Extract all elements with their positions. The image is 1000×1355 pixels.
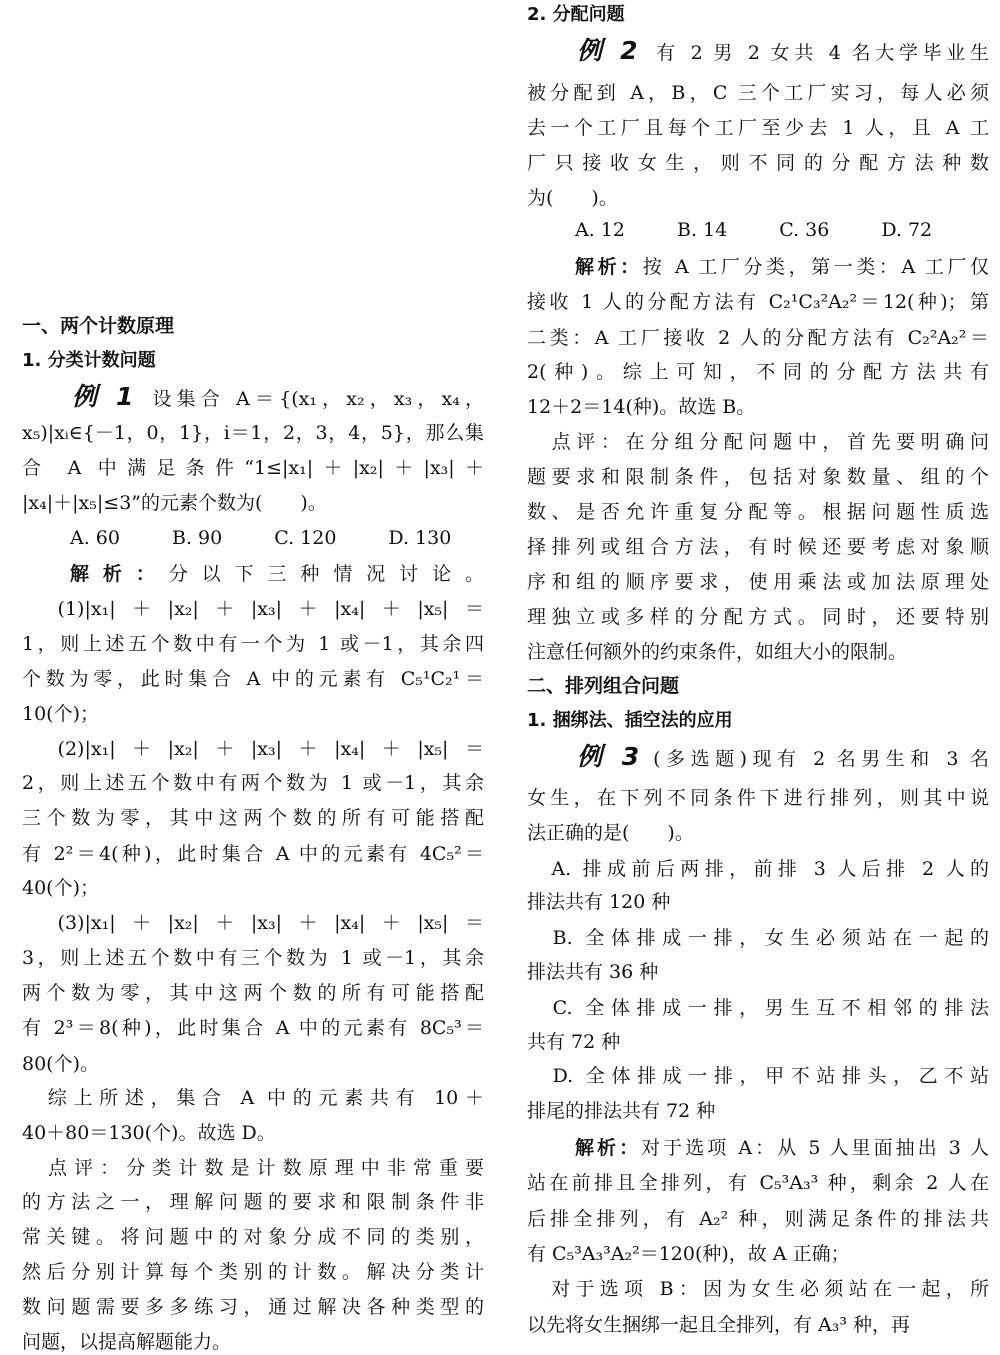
subsection-heading: 1. 分类计数问题 [22, 350, 156, 371]
answer-option: C. 120 [274, 527, 337, 549]
text-line: 站在前排且全排列，有 C₅³A₃³ 种，剩余 2 人在 [527, 1172, 989, 1194]
text-line: 法正确的是( )。 [527, 822, 694, 844]
text-line: |x₄|＋|x₅|≤3”的元素个数为( )。 [22, 492, 327, 514]
subsection-heading: 2. 分配问题 [527, 4, 625, 25]
answer-option: A. 12 [575, 219, 625, 241]
text-line: (1)|x₁|＋|x₂|＋|x₃|＋|x₄|＋|x₅|＝ [22, 598, 484, 620]
text-line: 后排全排列，有 A₂² 种，则满足条件的排法共 [527, 1208, 989, 1230]
text-line: C. 全体排成一排，男生互不相邻的排法 [527, 997, 989, 1019]
text-line: 80(个)。 [22, 1053, 100, 1075]
text-line: 有 2³＝8(种)，此时集合 A 中的元素有 8C₅³＝ [22, 1017, 484, 1039]
analysis-line [527, 255, 989, 279]
text-line: 理独立或多样的分配方式。同时，还要特别 [527, 606, 989, 628]
text-line: 二类：A 工厂接收 2 人的分配方法有 C₂²A₂²＝ [527, 327, 989, 349]
example-text: 设集合 A＝{(x₁，x₂，x₃，x₄， [147, 388, 484, 410]
text-line: 40(个)； [22, 877, 100, 899]
answer-option: B. 90 [171, 527, 223, 549]
text-line: 序和组的顺序要求，使用乘法或加法原理处 [527, 571, 989, 593]
text-line: D. 全体排成一排，甲不站排头，乙不站 [527, 1065, 989, 1087]
example-line [527, 740, 989, 776]
text-line: 有 C₅³A₃³A₂²＝120(种)，故 A 正确； [527, 1243, 850, 1265]
answer-option: D. 72 [881, 219, 933, 241]
text-line: 排尾的排法共有 72 种 [527, 1100, 716, 1122]
text-line: 点评：分类计数是计数原理中非常重要 [22, 1157, 484, 1179]
example-label: 例 1 [72, 382, 134, 411]
text-line: 2(种)。综上可知，不同的分配方法共有 [527, 361, 989, 383]
text-line: 12＋2＝14(种)。故选 B。 [527, 396, 756, 418]
analysis-label: 解析： [575, 1137, 642, 1159]
text-line: 综上所述，集合 A 中的元素共有 10＋ [22, 1087, 484, 1109]
text-line: 共有 72 种 [527, 1031, 621, 1053]
text-line: 合 A 中满足条件“1≤|x₁|＋|x₂|＋|x₃|＋ [22, 457, 484, 479]
text-line: x₅)|xᵢ∈{－1，0，1}，i＝1，2，3，4，5}，那么集 [22, 422, 484, 444]
analysis-line [527, 1136, 989, 1160]
text-line: 数、是否允许重复分配等。根据问题性质选 [527, 501, 989, 523]
text-line: 接收 1 人的分配方法有 C₂¹C₃²A₂²＝12(种)；第 [527, 291, 989, 313]
text-line: 被分配到 A，B，C 三个工厂实习，每人必须 [527, 82, 989, 104]
text-line: 3，则上述五个数中有三个数为 1 或－1，其余 [22, 947, 484, 969]
text-line: 的方法之一，理解问题的要求和限制条件非 [22, 1191, 484, 1213]
text-line: 常关键。将问题中的对象分成不同的类别， [22, 1226, 484, 1248]
text-line: 女生，在下列不同条件下进行排列，则其中说 [527, 787, 989, 809]
subsection-heading: 1. 捆绑法、插空法的应用 [527, 710, 733, 731]
example-text: (多选题)现有 2 名男生和 3 名 [653, 748, 989, 770]
text-line: 排法共有 120 种 [527, 891, 671, 913]
text-line: 以先将女生捆绑一起且全排列，有 A₃³ 种，再 [527, 1314, 911, 1336]
text-line: 1，则上述五个数中有一个为 1 或－1，其余四 [22, 633, 484, 655]
text-line: 题要求和限制条件，包括对象数量、组的个 [527, 466, 989, 488]
example-line [527, 34, 989, 70]
answer-option: A. 60 [70, 527, 120, 549]
answer-option: B. 14 [676, 219, 728, 241]
section-heading: 二、排列组合问题 [527, 675, 680, 697]
analysis-label: 解析： [575, 256, 643, 278]
text-line: B. 全体排成一排，女生必须站在一起的 [527, 927, 989, 949]
answer-options [22, 526, 484, 550]
text-line: 择排列或组合方法，有时候还要考虑对象顺 [527, 536, 989, 558]
text-line: 10(个)； [22, 703, 100, 725]
analysis-text: 分以下三种情况讨论。 [168, 563, 484, 585]
text-line: 点评：在分组分配问题中，首先要明确问 [527, 431, 989, 453]
text-line: 数问题需要多多练习，通过解决各种类型的 [22, 1296, 484, 1318]
text-line: 注意任何额外的约束条件，如组大小的限制。 [527, 641, 908, 663]
analysis-line [22, 562, 484, 586]
text-line: 有 2²＝4(种)，此时集合 A 中的元素有 4C₅²＝ [22, 843, 484, 865]
analysis-text: 按 A 工厂分类，第一类：A 工厂仅 [642, 256, 989, 278]
text-line: 去一个工厂且每个工厂至少去 1 人，且 A 工 [527, 117, 989, 139]
answer-options [527, 218, 989, 242]
text-line: 对于选项 B：因为女生必须站在一起，所 [527, 1278, 989, 1300]
example-label: 例 3 [577, 742, 640, 771]
text-line: 问题，以提高解题能力。 [22, 1331, 232, 1353]
example-line [22, 380, 484, 416]
text-line: 个数为零，此时集合 A 中的元素有 C₅¹C₂¹＝ [22, 668, 484, 690]
text-line: (2)|x₁|＋|x₂|＋|x₃|＋|x₄|＋|x₅|＝ [22, 738, 484, 760]
text-line: 两个数为零，其中这两个数的所有可能搭配 [22, 982, 484, 1004]
section-heading: 一、两个计数原理 [22, 315, 175, 337]
text-line: 三个数为零，其中这两个数的所有可能搭配 [22, 807, 484, 829]
text-line: 2，则上述五个数中有两个数为 1 或－1，其余 [22, 772, 484, 794]
analysis-label: 解析： [70, 563, 169, 585]
analysis-text: 对于选项 A：从 5 人里面抽出 3 人 [641, 1137, 989, 1159]
text-line: 为( )。 [527, 187, 618, 209]
text-line: 厂只接收女生，则不同的分配方法种数 [527, 152, 989, 174]
text-line: 排法共有 36 种 [527, 961, 659, 983]
answer-option: C. 36 [779, 219, 830, 241]
example-text: 有 2 男 2 女共 4 名大学毕业生 [651, 42, 989, 64]
text-line: (3)|x₁|＋|x₂|＋|x₃|＋|x₄|＋|x₅|＝ [22, 912, 484, 934]
text-line: 然后分别计算每个类别的计数。解决分类计 [22, 1261, 484, 1283]
text-line: A. 排成前后两排，前排 3 人后排 2 人的 [527, 858, 989, 880]
example-label: 例 2 [577, 36, 638, 65]
answer-option: D. 130 [388, 527, 452, 549]
text-line: 40＋80＝130(个)。故选 D。 [22, 1122, 276, 1144]
